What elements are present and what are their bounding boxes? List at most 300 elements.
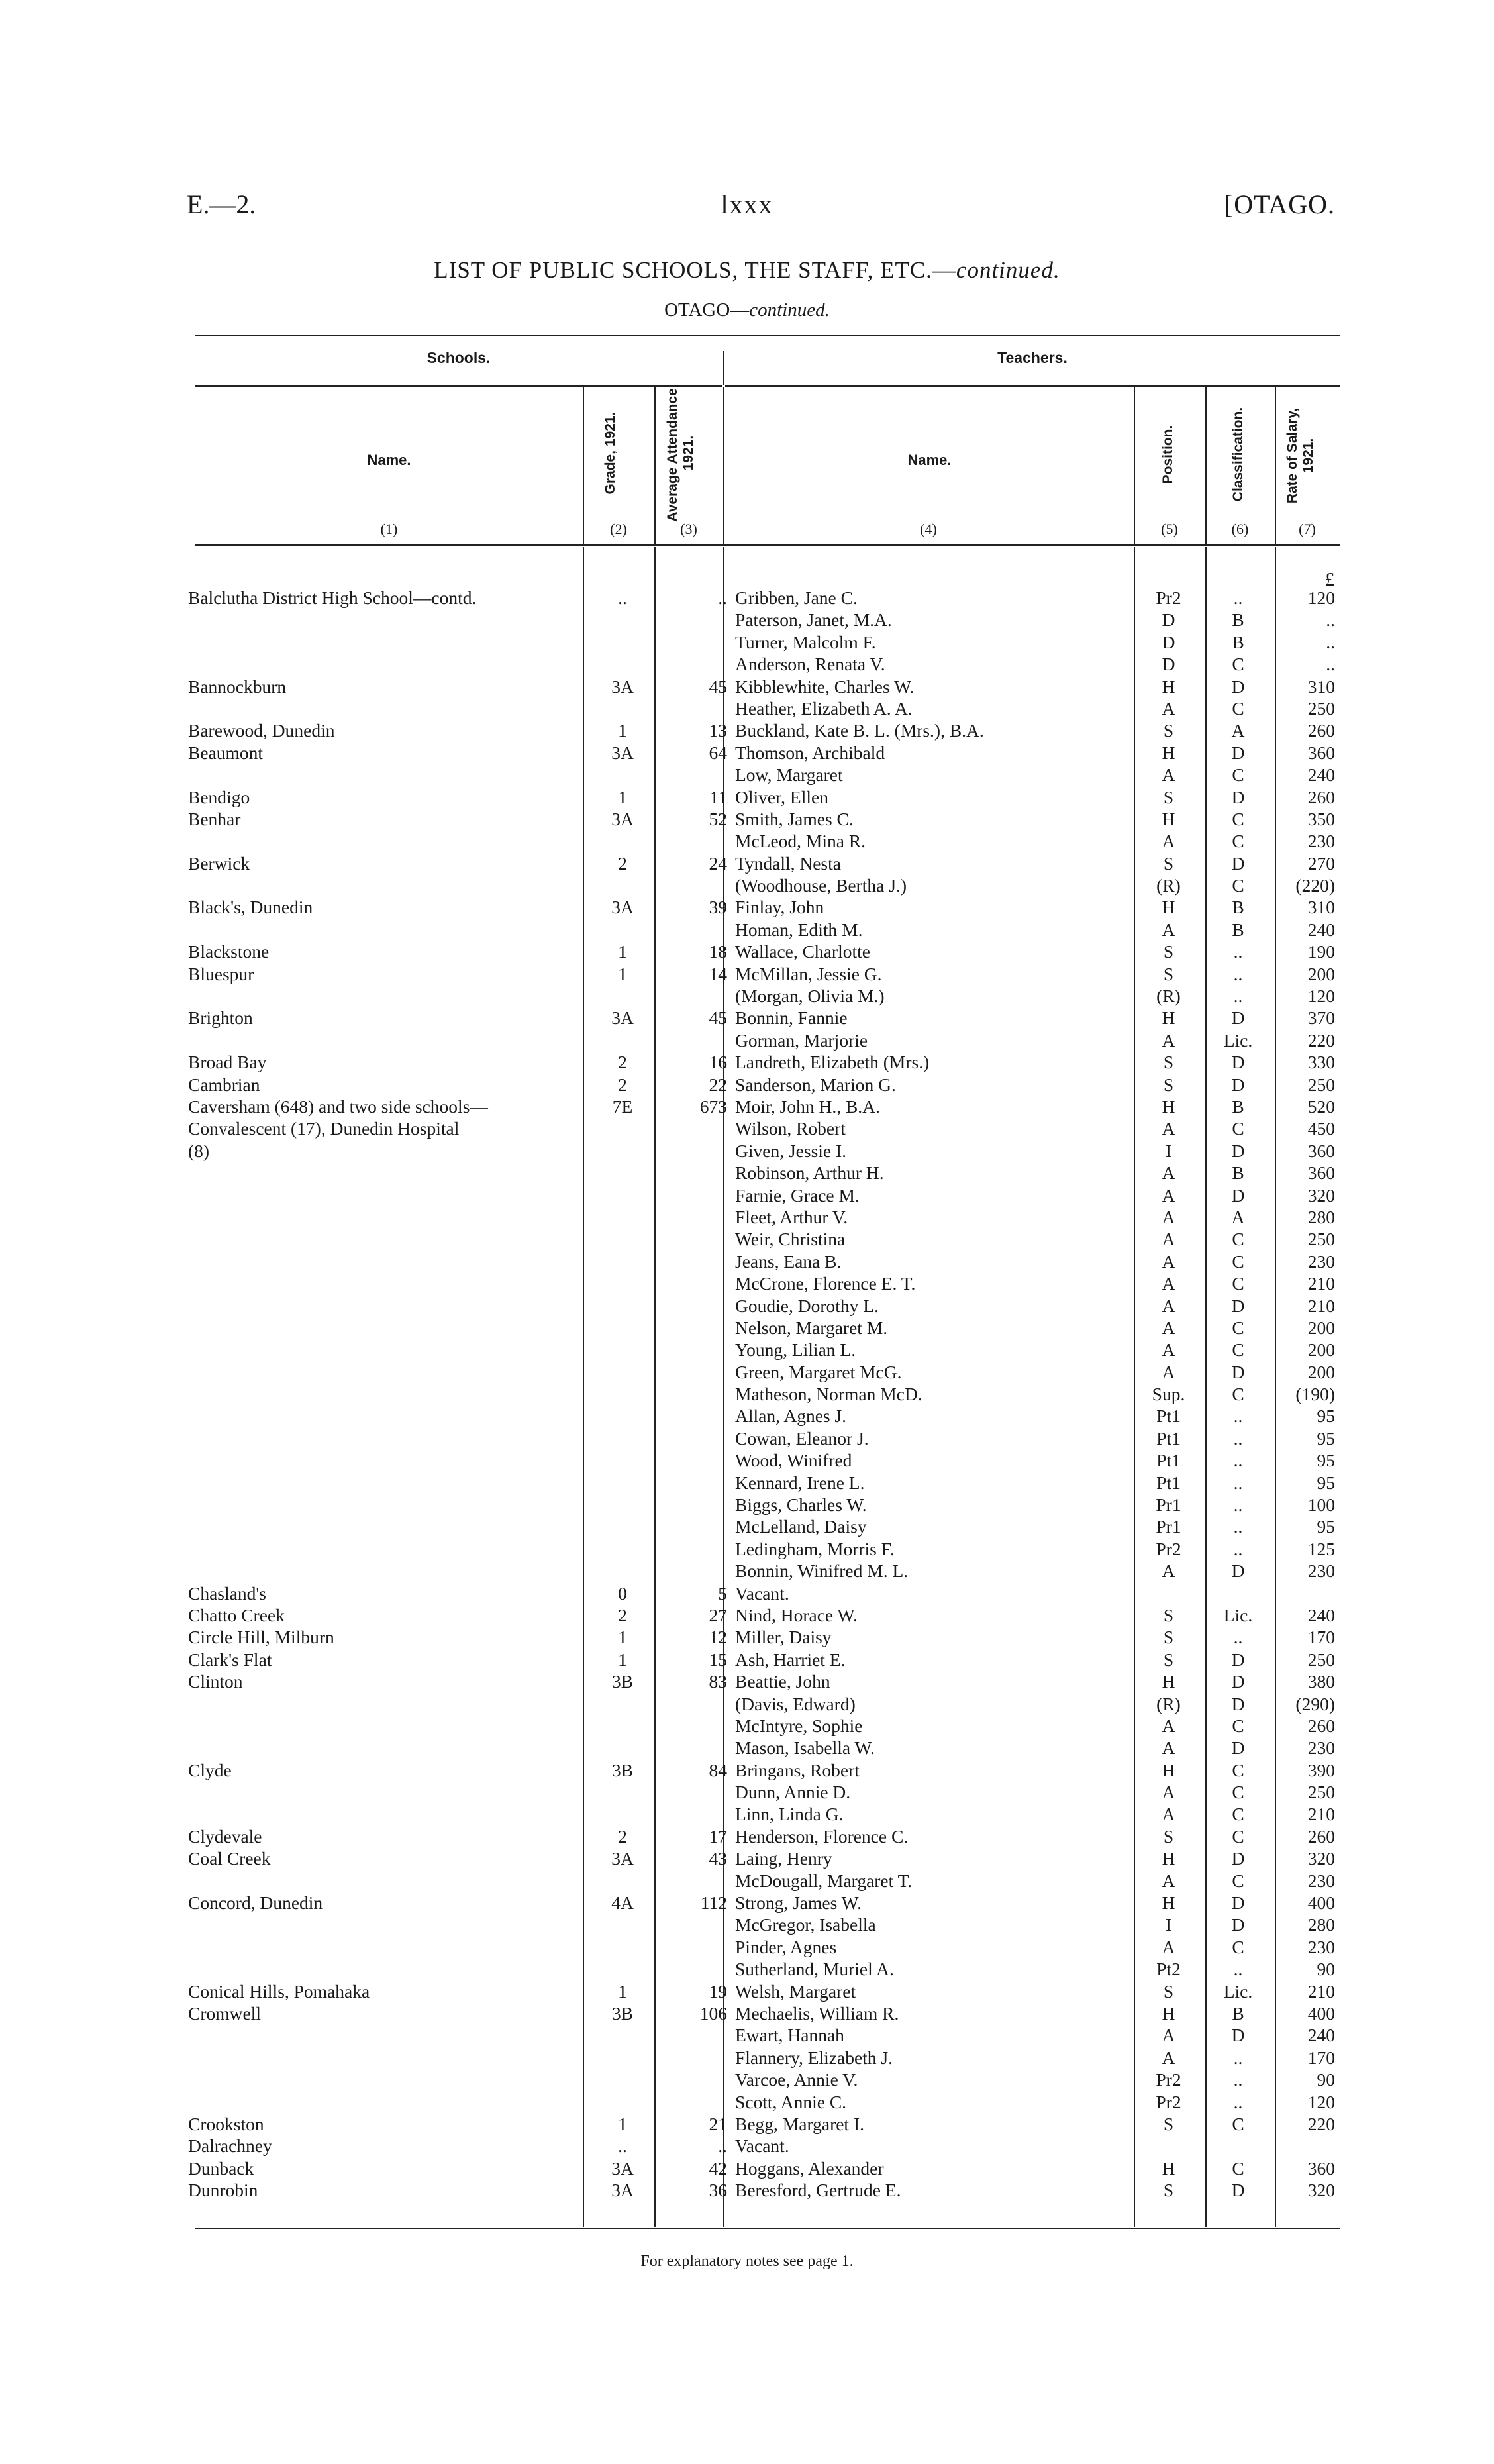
salary: 250 — [1307, 697, 1335, 719]
position: I — [1165, 1914, 1172, 1935]
attendance: 42 — [709, 2157, 727, 2179]
table-row — [0, 1007, 1494, 1029]
table-row — [0, 1051, 1494, 1073]
table-row — [0, 1272, 1494, 1294]
school-name: Clinton — [188, 1671, 243, 1692]
table-row — [0, 764, 1494, 786]
table-row — [0, 1515, 1494, 1537]
position: A — [1162, 697, 1175, 719]
position: S — [1163, 2113, 1174, 2134]
grade: 0 — [618, 1582, 627, 1604]
teacher-name: Moir, John H., B.A. — [735, 1096, 880, 1117]
position: H — [1162, 742, 1175, 763]
table-row — [0, 1074, 1494, 1096]
classification: C — [1232, 1339, 1244, 1360]
classification: D — [1231, 1892, 1245, 1914]
table-row — [0, 941, 1494, 962]
table-row — [0, 1870, 1494, 1892]
group-teachers: Teachers. — [997, 349, 1068, 366]
table-row — [0, 1472, 1494, 1494]
position: S — [1163, 720, 1174, 741]
teacher-name: Hoggans, Alexander — [735, 2157, 884, 2179]
school-name: Berwick — [188, 852, 250, 874]
table-row — [0, 874, 1494, 896]
table-row — [0, 719, 1494, 741]
grade: 3A — [611, 808, 634, 829]
colnum-7: (7) — [1299, 521, 1316, 537]
salary: .. — [1326, 654, 1335, 675]
salary: 280 — [1307, 1206, 1335, 1227]
table-row — [0, 1295, 1494, 1317]
table-row — [0, 896, 1494, 918]
salary: 230 — [1307, 1561, 1335, 1582]
table-row — [0, 1847, 1494, 1869]
salary: (290) — [1295, 1693, 1335, 1714]
colnum-6: (6) — [1231, 521, 1249, 537]
table-row — [0, 1649, 1494, 1670]
table-row — [0, 808, 1494, 830]
classification: C — [1232, 654, 1244, 675]
classification: B — [1232, 1162, 1244, 1184]
position: H — [1162, 1671, 1175, 1692]
teacher-name: Sanderson, Marion G. — [735, 1074, 896, 1095]
school-name: Beaumont — [188, 742, 264, 763]
position: S — [1163, 1074, 1174, 1095]
school-name: Cromwell — [188, 2003, 261, 2024]
classification: C — [1232, 1936, 1244, 1957]
header-district: [OTAGO. — [1224, 189, 1335, 219]
salary: 400 — [1307, 1892, 1335, 1914]
salary: 250 — [1307, 1782, 1335, 1803]
position: A — [1162, 1715, 1175, 1736]
page-subtitle — [0, 299, 1494, 321]
salary: 260 — [1307, 1715, 1335, 1736]
school-name: Cambrian — [188, 1074, 260, 1095]
teacher-name: Henderson, Florence C. — [735, 1825, 909, 1847]
school-name: Dalrachney — [188, 2135, 272, 2157]
salary: 260 — [1307, 786, 1335, 807]
position: Pr2 — [1156, 1538, 1181, 1559]
salary: 120 — [1307, 986, 1335, 1007]
table-row — [0, 742, 1494, 764]
table-row — [0, 1781, 1494, 1803]
classification: C — [1232, 1317, 1244, 1338]
salary: 360 — [1307, 1140, 1335, 1161]
position: A — [1162, 2025, 1175, 2046]
grade: 7E — [612, 1096, 633, 1117]
position: S — [1163, 2180, 1174, 2201]
col-teacher-name: Name. — [907, 452, 952, 468]
table-row — [0, 963, 1494, 985]
table-row — [0, 1759, 1494, 1781]
teacher-name: Strong, James W. — [735, 1892, 862, 1914]
position: Pt1 — [1156, 1472, 1181, 1493]
attendance: 112 — [700, 1892, 727, 1914]
classification: C — [1232, 1273, 1244, 1294]
teacher-name: Scott, Annie C. — [735, 2091, 847, 2112]
col-classification: Classification. — [1230, 407, 1246, 502]
classification: C — [1232, 1804, 1244, 1825]
teacher-name: Vacant. — [735, 1582, 789, 1604]
teacher-name: Goudie, Dorothy L. — [735, 1295, 879, 1316]
table-row — [0, 1494, 1494, 1515]
position: H — [1162, 1848, 1175, 1869]
attendance: 43 — [709, 1848, 727, 1869]
position: Pr1 — [1156, 1516, 1181, 1537]
salary: 220 — [1307, 2113, 1335, 2134]
classification: C — [1232, 1384, 1244, 1405]
attendance: 106 — [699, 2003, 727, 2024]
title-main: LIST OF PUBLIC SCHOOLS, THE STAFF, ETC.— — [434, 257, 956, 283]
position: Pr2 — [1156, 588, 1181, 608]
position: S — [1163, 1649, 1174, 1670]
teacher-name: Wood, Winifred — [735, 1450, 852, 1471]
salary: 190 — [1307, 941, 1335, 962]
table-row — [0, 830, 1494, 852]
teachers-group-rule — [725, 385, 1340, 387]
attendance: 27 — [709, 1604, 727, 1625]
grade: 3B — [611, 1671, 634, 1692]
teacher-name: Weir, Christina — [735, 1229, 846, 1250]
table-row — [0, 1405, 1494, 1427]
teacher-name: Young, Lilian L. — [735, 1339, 856, 1360]
position: A — [1162, 831, 1175, 852]
salary: 240 — [1307, 764, 1335, 786]
salary: 260 — [1307, 720, 1335, 741]
position: Pr2 — [1156, 2091, 1181, 2112]
table-row — [0, 1626, 1494, 1648]
classification: C — [1232, 831, 1244, 852]
classification: .. — [1233, 963, 1243, 984]
teacher-name: Gorman, Marjorie — [735, 1029, 868, 1051]
table-row — [0, 852, 1494, 874]
position: H — [1162, 2157, 1175, 2179]
school-name: Bendigo — [188, 786, 250, 807]
classification: D — [1231, 1184, 1245, 1206]
salary: 170 — [1307, 1627, 1335, 1648]
teacher-name: Allan, Agnes J. — [735, 1406, 847, 1427]
position: (R) — [1156, 1693, 1181, 1714]
attendance: 84 — [709, 1759, 727, 1780]
teacher-name: Matheson, Norman McD. — [735, 1384, 922, 1405]
grade: 1 — [618, 1649, 627, 1670]
table-row — [0, 1803, 1494, 1825]
table-row — [0, 2002, 1494, 2024]
table-row — [0, 1604, 1494, 1626]
teacher-name: Robinson, Arthur H. — [735, 1162, 884, 1184]
classification: D — [1231, 852, 1245, 874]
grade: 3A — [611, 2180, 634, 2201]
col-school-name: Name. — [367, 452, 411, 468]
table-row — [0, 1737, 1494, 1759]
school-name: Crookston — [188, 2113, 264, 2134]
grade: 2 — [618, 1052, 627, 1073]
classification: C — [1232, 1782, 1244, 1803]
table-row — [0, 985, 1494, 1007]
classification: D — [1231, 786, 1245, 807]
classification: C — [1232, 1251, 1244, 1272]
school-name: Black's, Dunedin — [188, 897, 313, 918]
table-row — [0, 1162, 1494, 1184]
table-row — [0, 609, 1494, 631]
grade: 3A — [611, 2157, 634, 2179]
grade: 3A — [611, 742, 634, 763]
classification: C — [1232, 1870, 1244, 1891]
salary: 230 — [1307, 831, 1335, 852]
classification: B — [1232, 631, 1244, 652]
teacher-name: Ewart, Hannah — [735, 2025, 844, 2046]
teacher-name: Laing, Henry — [735, 1848, 832, 1869]
position: S — [1163, 941, 1174, 962]
table-row — [0, 1096, 1494, 1117]
table-row — [0, 587, 1494, 609]
school-name: Clyde — [188, 1759, 232, 1780]
teacher-name: Begg, Margaret I. — [735, 2113, 864, 2134]
table-bottom-rule — [195, 2228, 1340, 2229]
classification: Lic. — [1223, 1980, 1253, 2002]
school-name: Clark's Flat — [188, 1649, 272, 1670]
teacher-name: Heather, Elizabeth A. A. — [735, 697, 913, 719]
position: H — [1162, 808, 1175, 829]
classification: B — [1232, 2003, 1244, 2024]
position: (R) — [1156, 986, 1181, 1007]
salary: 90 — [1317, 2069, 1335, 2090]
salary: 95 — [1317, 1516, 1335, 1537]
classification: B — [1232, 1096, 1244, 1117]
table-row — [0, 1538, 1494, 1560]
table-row — [0, 786, 1494, 808]
teacher-name: Varcoe, Annie V. — [735, 2069, 858, 2090]
salary: 230 — [1307, 1251, 1335, 1272]
classification: C — [1232, 2113, 1244, 2134]
page-title — [0, 257, 1494, 283]
teacher-name: Biggs, Charles W. — [735, 1494, 867, 1515]
table-row — [0, 631, 1494, 653]
position: A — [1162, 1737, 1175, 1759]
position: S — [1163, 1604, 1174, 1625]
school-name: Circle Hill, Milburn — [188, 1627, 334, 1648]
table-row — [0, 1449, 1494, 1471]
school-name: Coal Creek — [188, 1848, 271, 1869]
position: A — [1162, 764, 1175, 786]
title-continued: continued. — [956, 257, 1060, 283]
classification: C — [1232, 1715, 1244, 1736]
classification: A — [1231, 720, 1245, 741]
salary: 370 — [1307, 1007, 1335, 1029]
position: A — [1162, 1206, 1175, 1227]
position: H — [1162, 1759, 1175, 1780]
classification: .. — [1233, 1427, 1243, 1449]
school-name: Chatto Creek — [188, 1604, 285, 1625]
position: Sup. — [1152, 1384, 1185, 1405]
teacher-name: Tyndall, Nesta — [735, 852, 841, 874]
position: Pt1 — [1156, 1450, 1181, 1471]
position: (R) — [1156, 875, 1181, 896]
grade: 1 — [618, 1627, 627, 1648]
position: H — [1162, 1892, 1175, 1914]
teacher-name: McIntyre, Sophie — [735, 1715, 863, 1736]
colnum-3: (3) — [680, 521, 697, 537]
salary: 400 — [1307, 2003, 1335, 2024]
grade: 1 — [618, 941, 627, 962]
salary: 250 — [1307, 1229, 1335, 1250]
position: Pt2 — [1156, 1959, 1181, 1980]
position: A — [1162, 1118, 1175, 1139]
position: A — [1162, 1317, 1175, 1338]
teacher-name: McCrone, Florence E. T. — [735, 1273, 916, 1294]
attendance: 83 — [709, 1671, 727, 1692]
attendance: 13 — [709, 720, 727, 741]
salary: 95 — [1317, 1406, 1335, 1427]
teacher-name: (Woodhouse, Bertha J.) — [735, 875, 907, 896]
attendance: 64 — [709, 742, 727, 763]
table-row — [0, 1206, 1494, 1228]
attendance: .. — [718, 2135, 727, 2157]
position: A — [1162, 1339, 1175, 1360]
school-name: Blackstone — [188, 941, 270, 962]
table-row — [0, 1184, 1494, 1206]
salary: 320 — [1307, 1848, 1335, 1869]
school-name: Bluespur — [188, 963, 254, 984]
table-row — [0, 1670, 1494, 1692]
position: H — [1162, 2003, 1175, 2024]
teacher-name: Beattie, John — [735, 1671, 830, 1692]
position: A — [1162, 919, 1175, 940]
table-row — [0, 1383, 1494, 1405]
salary: 390 — [1307, 1759, 1335, 1780]
classification: .. — [1233, 941, 1243, 962]
grade: .. — [618, 2135, 627, 2157]
classification: D — [1231, 1693, 1245, 1714]
teacher-name: Beresford, Gertrude E. — [735, 2180, 901, 2201]
teacher-name: (Davis, Edward) — [735, 1693, 856, 1714]
classification: D — [1231, 1561, 1245, 1582]
col-attendance: Average Attendance, 1921. — [665, 384, 696, 522]
table-row — [0, 1715, 1494, 1737]
position: H — [1162, 1007, 1175, 1029]
teacher-name: Wilson, Robert — [735, 1118, 846, 1139]
colnum-4: (4) — [920, 521, 937, 537]
teacher-name: Dunn, Annie D. — [735, 1782, 851, 1803]
classification: B — [1232, 609, 1244, 631]
classification: A — [1231, 1206, 1245, 1227]
position: S — [1163, 786, 1174, 807]
school-name: Concord, Dunedin — [188, 1892, 323, 1914]
position: A — [1162, 2047, 1175, 2068]
salary: 330 — [1307, 1052, 1335, 1073]
table-row — [0, 1936, 1494, 1958]
grade: 2 — [618, 1825, 627, 1847]
salary: 360 — [1307, 1162, 1335, 1184]
table-row — [0, 1958, 1494, 1980]
school-name: Brighton — [188, 1007, 253, 1029]
classification: Lic. — [1223, 1029, 1253, 1051]
table-row — [0, 697, 1494, 719]
teacher-name: Thomson, Archibald — [735, 742, 885, 763]
salary: 210 — [1307, 1273, 1335, 1294]
classification: .. — [1233, 986, 1243, 1007]
grade: 3B — [611, 2003, 634, 2024]
classification: C — [1232, 764, 1244, 786]
position: H — [1162, 897, 1175, 918]
teacher-name: Low, Margaret — [735, 764, 843, 786]
teacher-name: McDougall, Margaret T. — [735, 1870, 913, 1891]
teacher-name: Homan, Edith M. — [735, 919, 863, 940]
teacher-name: McMillan, Jessie G. — [735, 963, 882, 984]
group-schools: Schools. — [426, 349, 491, 366]
attendance: 36 — [709, 2180, 727, 2201]
position: Pr2 — [1156, 2069, 1181, 2090]
teacher-name: Welsh, Margaret — [735, 1980, 856, 2002]
salary: 230 — [1307, 1936, 1335, 1957]
position: S — [1163, 1980, 1174, 2002]
school-name: Bannockburn — [188, 676, 287, 697]
salary: 350 — [1307, 808, 1335, 829]
salary: 125 — [1307, 1538, 1335, 1559]
classification: D — [1231, 742, 1245, 763]
grade: 3A — [611, 676, 634, 697]
classification: D — [1231, 1361, 1245, 1382]
salary: 520 — [1307, 1096, 1335, 1117]
attendance: 19 — [709, 1980, 727, 2002]
classification: .. — [1233, 1450, 1243, 1471]
position: S — [1163, 963, 1174, 984]
teacher-name: Green, Margaret McG. — [735, 1361, 902, 1382]
position: A — [1162, 1251, 1175, 1272]
position: Pt1 — [1156, 1427, 1181, 1449]
attendance: 21 — [709, 2113, 727, 2134]
classification: D — [1231, 1140, 1245, 1161]
salary: 250 — [1307, 1649, 1335, 1670]
colnum-2: (2) — [610, 521, 627, 537]
position: D — [1162, 631, 1175, 652]
teacher-name: Cowan, Eleanor J. — [735, 1427, 869, 1449]
attendance: 24 — [709, 852, 727, 874]
grade: 1 — [618, 963, 627, 984]
salary: (220) — [1295, 875, 1335, 896]
salary: .. — [1326, 631, 1335, 652]
school-name: Dunrobin — [188, 2180, 258, 2201]
salary: 200 — [1307, 1361, 1335, 1382]
teacher-name: Ash, Harriet E. — [735, 1649, 846, 1670]
salary: 320 — [1307, 1184, 1335, 1206]
table-row — [0, 2113, 1494, 2135]
classification: C — [1232, 697, 1244, 719]
salary: 380 — [1307, 1671, 1335, 1692]
grade: 2 — [618, 852, 627, 874]
table-row — [0, 1228, 1494, 1250]
table-row — [0, 676, 1494, 697]
table-row — [0, 1914, 1494, 1935]
salary: 230 — [1307, 1737, 1335, 1759]
position: I — [1165, 1140, 1172, 1161]
teacher-name: Mason, Isabella W. — [735, 1737, 875, 1759]
classification: D — [1231, 1007, 1245, 1029]
col-position: Position. — [1160, 425, 1175, 484]
teacher-name: Wallace, Charlotte — [735, 941, 870, 962]
classification: D — [1231, 2025, 1245, 2046]
teacher-name: Miller, Daisy — [735, 1627, 832, 1648]
teacher-name: McGregor, Isabella — [735, 1914, 876, 1935]
salary: 240 — [1307, 919, 1335, 940]
classification: D — [1231, 1848, 1245, 1869]
grade: 3B — [611, 1759, 634, 1780]
table-row — [0, 2069, 1494, 2090]
school-name: Conical Hills, Pomahaka — [188, 1980, 370, 2002]
currency-symbol: £ — [1325, 570, 1334, 590]
classification: .. — [1233, 2047, 1243, 2068]
salary: .. — [1326, 609, 1335, 631]
